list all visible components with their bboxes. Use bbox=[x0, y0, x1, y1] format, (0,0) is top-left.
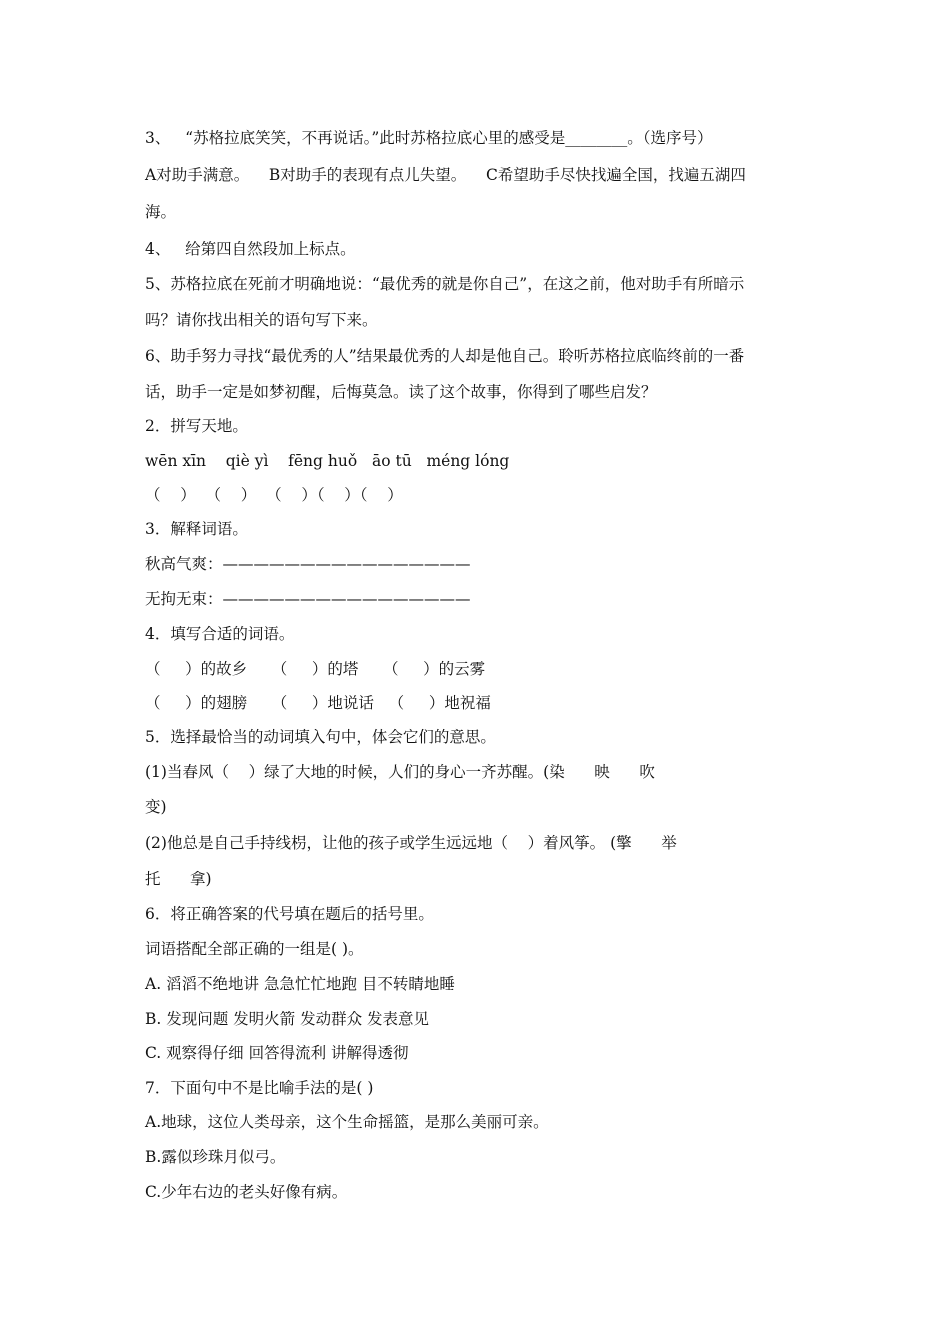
s6-option-a: A. 滔滔不绝地讲 急急忙忙地跑 目不转睛地睡 bbox=[145, 975, 455, 993]
q3-options: A对助手满意。 B对助手的表现有点儿失望。 C希望助手尽快找遍全国，找遍五湖四 bbox=[145, 166, 746, 184]
fill-row-1: （ ）的故乡 （ ）的塔 （ ）的云雾 bbox=[145, 660, 486, 678]
q5-prompt: 5、苏格拉底在死前才明确地说：“最优秀的就是你自己”，在这之前，他对助手有所暗示 bbox=[145, 275, 745, 293]
q6-prompt-cont: 话，助手一定是如梦初醒，后悔莫急。读了这个故事，你得到了哪些启发？ bbox=[145, 383, 657, 401]
s5-item-2-cont: 托 拿) bbox=[145, 870, 212, 888]
section-4-title: 4．填写合适的词语。 bbox=[145, 625, 295, 643]
term-2-blank: 无拘无束：———————————————— bbox=[145, 590, 471, 608]
q4-prompt: 4、 给第四自然段加上标点。 bbox=[145, 240, 356, 258]
s7-option-b: B.露似珍珠月似弓。 bbox=[145, 1148, 286, 1166]
s6-question: 词语搭配全部正确的一组是( )。 bbox=[145, 940, 364, 958]
q5-prompt-cont: 吗？请你找出相关的语句写下来。 bbox=[145, 311, 378, 329]
section-7-title: 7．下面句中不是比喻手法的是( ) bbox=[145, 1079, 374, 1097]
fill-row-2: （ ）的翅膀 （ ）地说话 （ ）地祝福 bbox=[145, 694, 491, 712]
q3-prompt: 3、 “苏格拉底笑笑，不再说话。”此时苏格拉底心里的感受是________。（选序号） bbox=[145, 129, 713, 147]
section-2-title: 2．拼写天地。 bbox=[145, 417, 248, 435]
q3-options-cont: 海。 bbox=[145, 203, 177, 221]
section-5-title: 5．选择最恰当的动词填入句中，体会它们的意思。 bbox=[145, 728, 496, 746]
s7-option-c: C.少年右边的老头好像有病。 bbox=[145, 1183, 348, 1201]
s7-option-a: A.地球，这位人类母亲，这个生命摇篮，是那么美丽可亲。 bbox=[145, 1113, 549, 1131]
s6-option-b: B. 发现问题 发明火箭 发动群众 发表意见 bbox=[145, 1010, 430, 1028]
s5-item-1: (1)当春风（ ）绿了大地的时候，人们的身心一齐苏醒。(染 映 吹 bbox=[145, 763, 655, 781]
section-3-title: 3．解释词语。 bbox=[145, 520, 248, 538]
pinyin-answer-blanks: （ ） （ ） （ ）（ ）（ ） bbox=[145, 486, 403, 504]
pinyin-row: wēn xīn qiè yì fēng huǒ āo tū méng lóng bbox=[145, 452, 510, 470]
s6-option-c: C. 观察得仔细 回答得流利 讲解得透彻 bbox=[145, 1044, 409, 1062]
term-1-blank: 秋高气爽：———————————————— bbox=[145, 555, 471, 573]
s5-item-2: (2)他总是自己手持线枴，让他的孩子或学生远远地（ ）着风筝。 (擎 举 bbox=[145, 834, 677, 852]
s5-item-1-cont: 变) bbox=[145, 798, 167, 816]
q6-prompt: 6、助手努力寻找“最优秀的人”结果最优秀的人却是他自己。聆听苏格拉底临终前的一番 bbox=[145, 347, 745, 365]
section-6-title: 6．将正确答案的代号填在题后的括号里。 bbox=[145, 905, 434, 923]
